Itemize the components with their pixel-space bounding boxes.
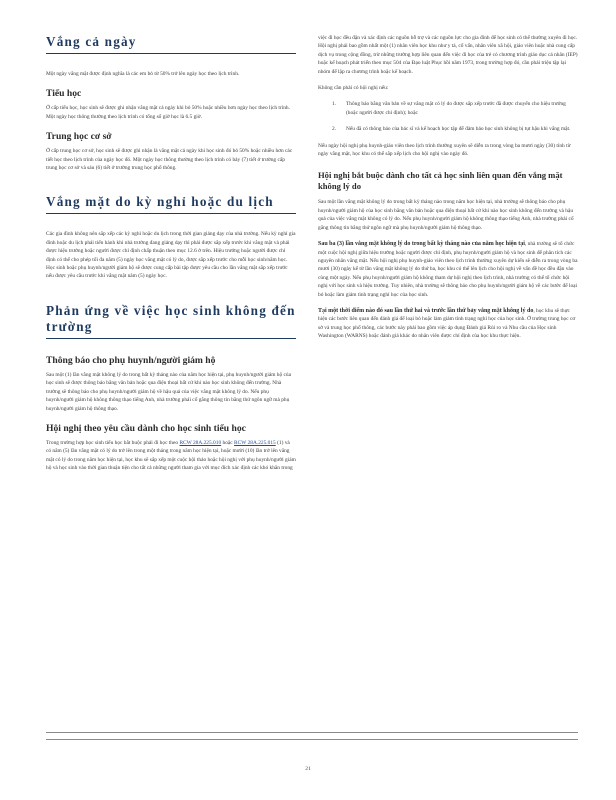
- heading-notify-parents: Thông báo cho phụ huynh/người giám hộ: [46, 354, 216, 366]
- text-run: (1) và có năm (5) lần vắng mặt có lý do trở lên trong một tháng trong năm học hiện tại, hoặc mười (10) lần trở lên vắng mặt có lý do trong năm học hiện tại, học khu sẽ sắp xếp một cuộc hội thảo hoặc hội nghị với phụ huynh/người giám hộ và học sinh vào thời gian thuận tiện cho tất cả những người tham gia với mục đích xác định các khó khăn trong: [46, 439, 296, 472]
- list-text: Nếu đã có thông báo của bác sĩ và kế hoạch học tập để đảm bảo học sinh không bị tụt hậu khi vắng mặt.: [346, 126, 571, 133]
- paragraph: Một ngày vắng mặt được định nghĩa là các em bỏ từ 50% trở lên ngày học theo lịch trình.: [46, 71, 240, 77]
- rcw-link-1[interactable]: RCW 28A.225.010: [179, 439, 222, 446]
- paragraph: việc đi học đều đặn và xác định các nguồn hỗ trợ và các nguồn lực cho gia đình để học sinh có thể thường xuyên đi học. Hội nghị phải bao gồm nhất một (1) nhân viên học khu như y tá, cố vấn, nhân viên xã hội, giáo viên hoặc nhà cung cấp dịch vụ trong cộng đồng, trừ những trường hợp liên quan đến việc đi học của trẻ có chương trình giáo dục cá nhân (IEP) hoặc kế hoạch phát triển theo mục 504 của Đạo luật Phục hồi năm 1973, trong trường hợp đó, cần phải triệu tập lại nhóm để lập ra chương trình hoặc kế hoạch.: [318, 35, 578, 75]
- right-column: [318, 34, 578, 349]
- section-title-rule: [46, 53, 296, 54]
- heading-requested-conference: Hội nghị theo yêu cầu dành cho học sinh tiểu học: [46, 422, 246, 434]
- paragraph: [46, 439, 296, 473]
- paragraph: Ở cấp trung học cơ sở, học sinh sẽ được ghi nhận là vắng mặt cả ngày khi học sinh đó bỏ 50% hoặc nhiều hơn các tiết học theo lịch trình của ngày học đó. Một ngày học thông thường theo lịch trình có bảy (7) tiết ở trường cấp trung học cơ sở và sáu (6) tiết ở trường trung học phổ thông.: [46, 148, 293, 172]
- list-text: Thông báo bằng văn bản về sự vắng mặt có lý do được sắp xếp trước đã được chuyển cho hiệu trưởng (hoặc người được chỉ định); hoặc: [346, 101, 566, 116]
- section-title-vacation: Vắng mặt do kỳ nghỉ hoặc du lịch: [46, 194, 274, 210]
- list-item: [318, 100, 578, 117]
- paragraph: [318, 240, 578, 299]
- section-title-rule: [46, 213, 296, 214]
- footer-rule: [46, 732, 578, 740]
- heading-elementary: Tiểu học: [46, 88, 82, 100]
- rcw-link-2[interactable]: RCW 28A.225.015: [234, 439, 276, 446]
- text-run: hoặc: [222, 439, 233, 446]
- list-number: 2.: [332, 126, 337, 133]
- heading-middle-school: Trung học cơ sở: [46, 131, 112, 143]
- paragraph: Ở cấp tiểu học, học sinh sẽ được ghi nhận vắng mặt cả ngày khi bỏ 50% hoặc nhiều hơn ngày học theo lịch trình. Một ngày học thông thường theo lịch trình có tổng số giờ học là 6.5 giờ.: [46, 105, 290, 120]
- list-item: [318, 125, 578, 133]
- paragraph: Không cần phải có hội nghị nếu:: [318, 85, 389, 92]
- list-number: 1.: [332, 101, 337, 108]
- bold-lead: Sau ba (3) lần vắng mặt không lý do trong bất kỳ tháng nào của năm học hiện tại: [318, 241, 525, 248]
- section-title-rule: [46, 338, 296, 339]
- section-title-full-day: Vắng cả ngày: [46, 34, 137, 49]
- text-run: Trong trường hợp học sinh tiểu học bắt buộc phải đi học theo: [46, 439, 179, 446]
- page-number: 21: [305, 766, 311, 772]
- text-run: , nhà trường sẽ tổ chức một cuộc hội nghị giữa hiệu trưởng hoặc người được chỉ định, phụ huynh/người giám hộ và học sinh để phân tích các nguyên nhân vắng mặt. Nếu hội nghị phụ huynh-giáo viên theo lịch trình thường xuyên dự kiến sẽ diễn ra trong vòng ba mươi (30) ngày kể từ lần vắng mặt không lý do thứ ba, học khu có thể lên lịch cho hội nghị về vấn đề học đều đặn vào cùng một ngày. Nếu phụ huynh/người giám hộ không tham dự hội nghị theo lịch trình, nhà trường có thể tổ chức hội nghị với học sinh và hiệu trưởng. Tuy nhiên, nhà trường sẽ thông báo cho phụ huynh/người giám hộ về các bước để loại bỏ hoặc làm giảm tình trạng nghỉ học của học sinh.: [318, 241, 578, 298]
- paragraph: Nếu ngày hội nghị phụ huynh-giáo viên theo lịch trình thường xuyên sẽ diễn ra trong vòng ba mươi ngày (30) tính từ ngày vắng mặt, học khu có thể sắp xếp lịch cho hội nghị vào ngày đó.: [318, 142, 571, 158]
- paragraph: [318, 307, 578, 341]
- heading-mandatory-conference: Hội nghị bắt buộc dành cho tất cả học sinh liên quan đến vắng mặt không lý do: [318, 170, 563, 192]
- conditions-list: [318, 100, 578, 133]
- text-run: , học khu sẽ thực hiện các bước liên quan đến đánh giá để loại bỏ hoặc làm giảm tình trạng nghỉ học của học sinh. Ở trường trung học cơ sở và trung học phổ thông, các bước này phải bao gồm việc áp dụng Đánh giá Rủi ro và Nhu cầu của Học sinh Washington (WARNS) hoặc đánh giá khác do nhân viên được chỉ định của học khu thực hiện.: [318, 307, 576, 340]
- left-column: [46, 34, 296, 481]
- paragraph: Các gia đình không nên sắp xếp các kỳ nghỉ hoặc du lịch trong thời gian giảng dạy của nhà trường. Nếu kỳ nghỉ gia đình hoặc du lịch phải tiến hành khi nhà trường đang giảng dạy thì phải được sắp xếp trước khi vắng mặt và phải được hiệu trưởng hoặc người được chỉ định chấp thuận theo mục 12.6 ở trên. Hiệu trưởng hoặc người được chỉ định có thể cho phép tối đa năm (5) ngày học vắng mặt có lý do, được sắp xếp trước cho mỗi học sinh/năm học. Học sinh hoặc phụ huynh/người giám hộ sẽ được cung cấp bài tập được yêu cầu cho lần vắng mặt sắp xếp trước nếu được yêu cầu trước khi vắng mặt năm (5) ngày học.: [46, 231, 296, 280]
- paragraph: Sau một lần vắng mặt không lý do trong bất kỳ tháng nào trong năm học hiện tại, nhà trường sẽ thông báo cho phụ huynh/người giám hộ của học sinh bằng văn bản hoặc qua điện thoại bất cứ khi nào học sinh không đến trường và hậu quả của việc vắng mặt không có lý do. Nếu phụ huynh/người giám hộ không thông thạo tiếng Anh, nhà trường phải cố gắng thông tin bằng thứ ngôn ngữ mà phụ huynh/người giám hộ thông thạo.: [318, 199, 574, 231]
- section-title-response: Phản ứng về việc học sinh không đến trường: [46, 302, 296, 334]
- paragraph: Sau một (1) lần vắng mặt không lý do trong bất kỳ tháng nào của năm học hiện tại, phụ huynh/người giám hộ của học sinh sẽ được thông báo bằng văn bản hoặc qua điện thoại bất cứ khi nào học sinh không đến trường. Nhà trường sẽ thông báo cho phụ huynh/người giám hộ về hậu quả của việc vắng mặt không lý do. Nếu phụ huynh/người giám hộ không thông thạo tiếng Anh, nhà trường phải cố gắng thông tin bằng thứ ngôn ngữ mà phụ huynh/người giám hộ thông thạo.: [46, 371, 292, 412]
- bold-lead: Tại một thời điểm nào đó sau lần thứ hai và trước lần thứ bảy vắng mặt không lý do: [318, 307, 534, 314]
